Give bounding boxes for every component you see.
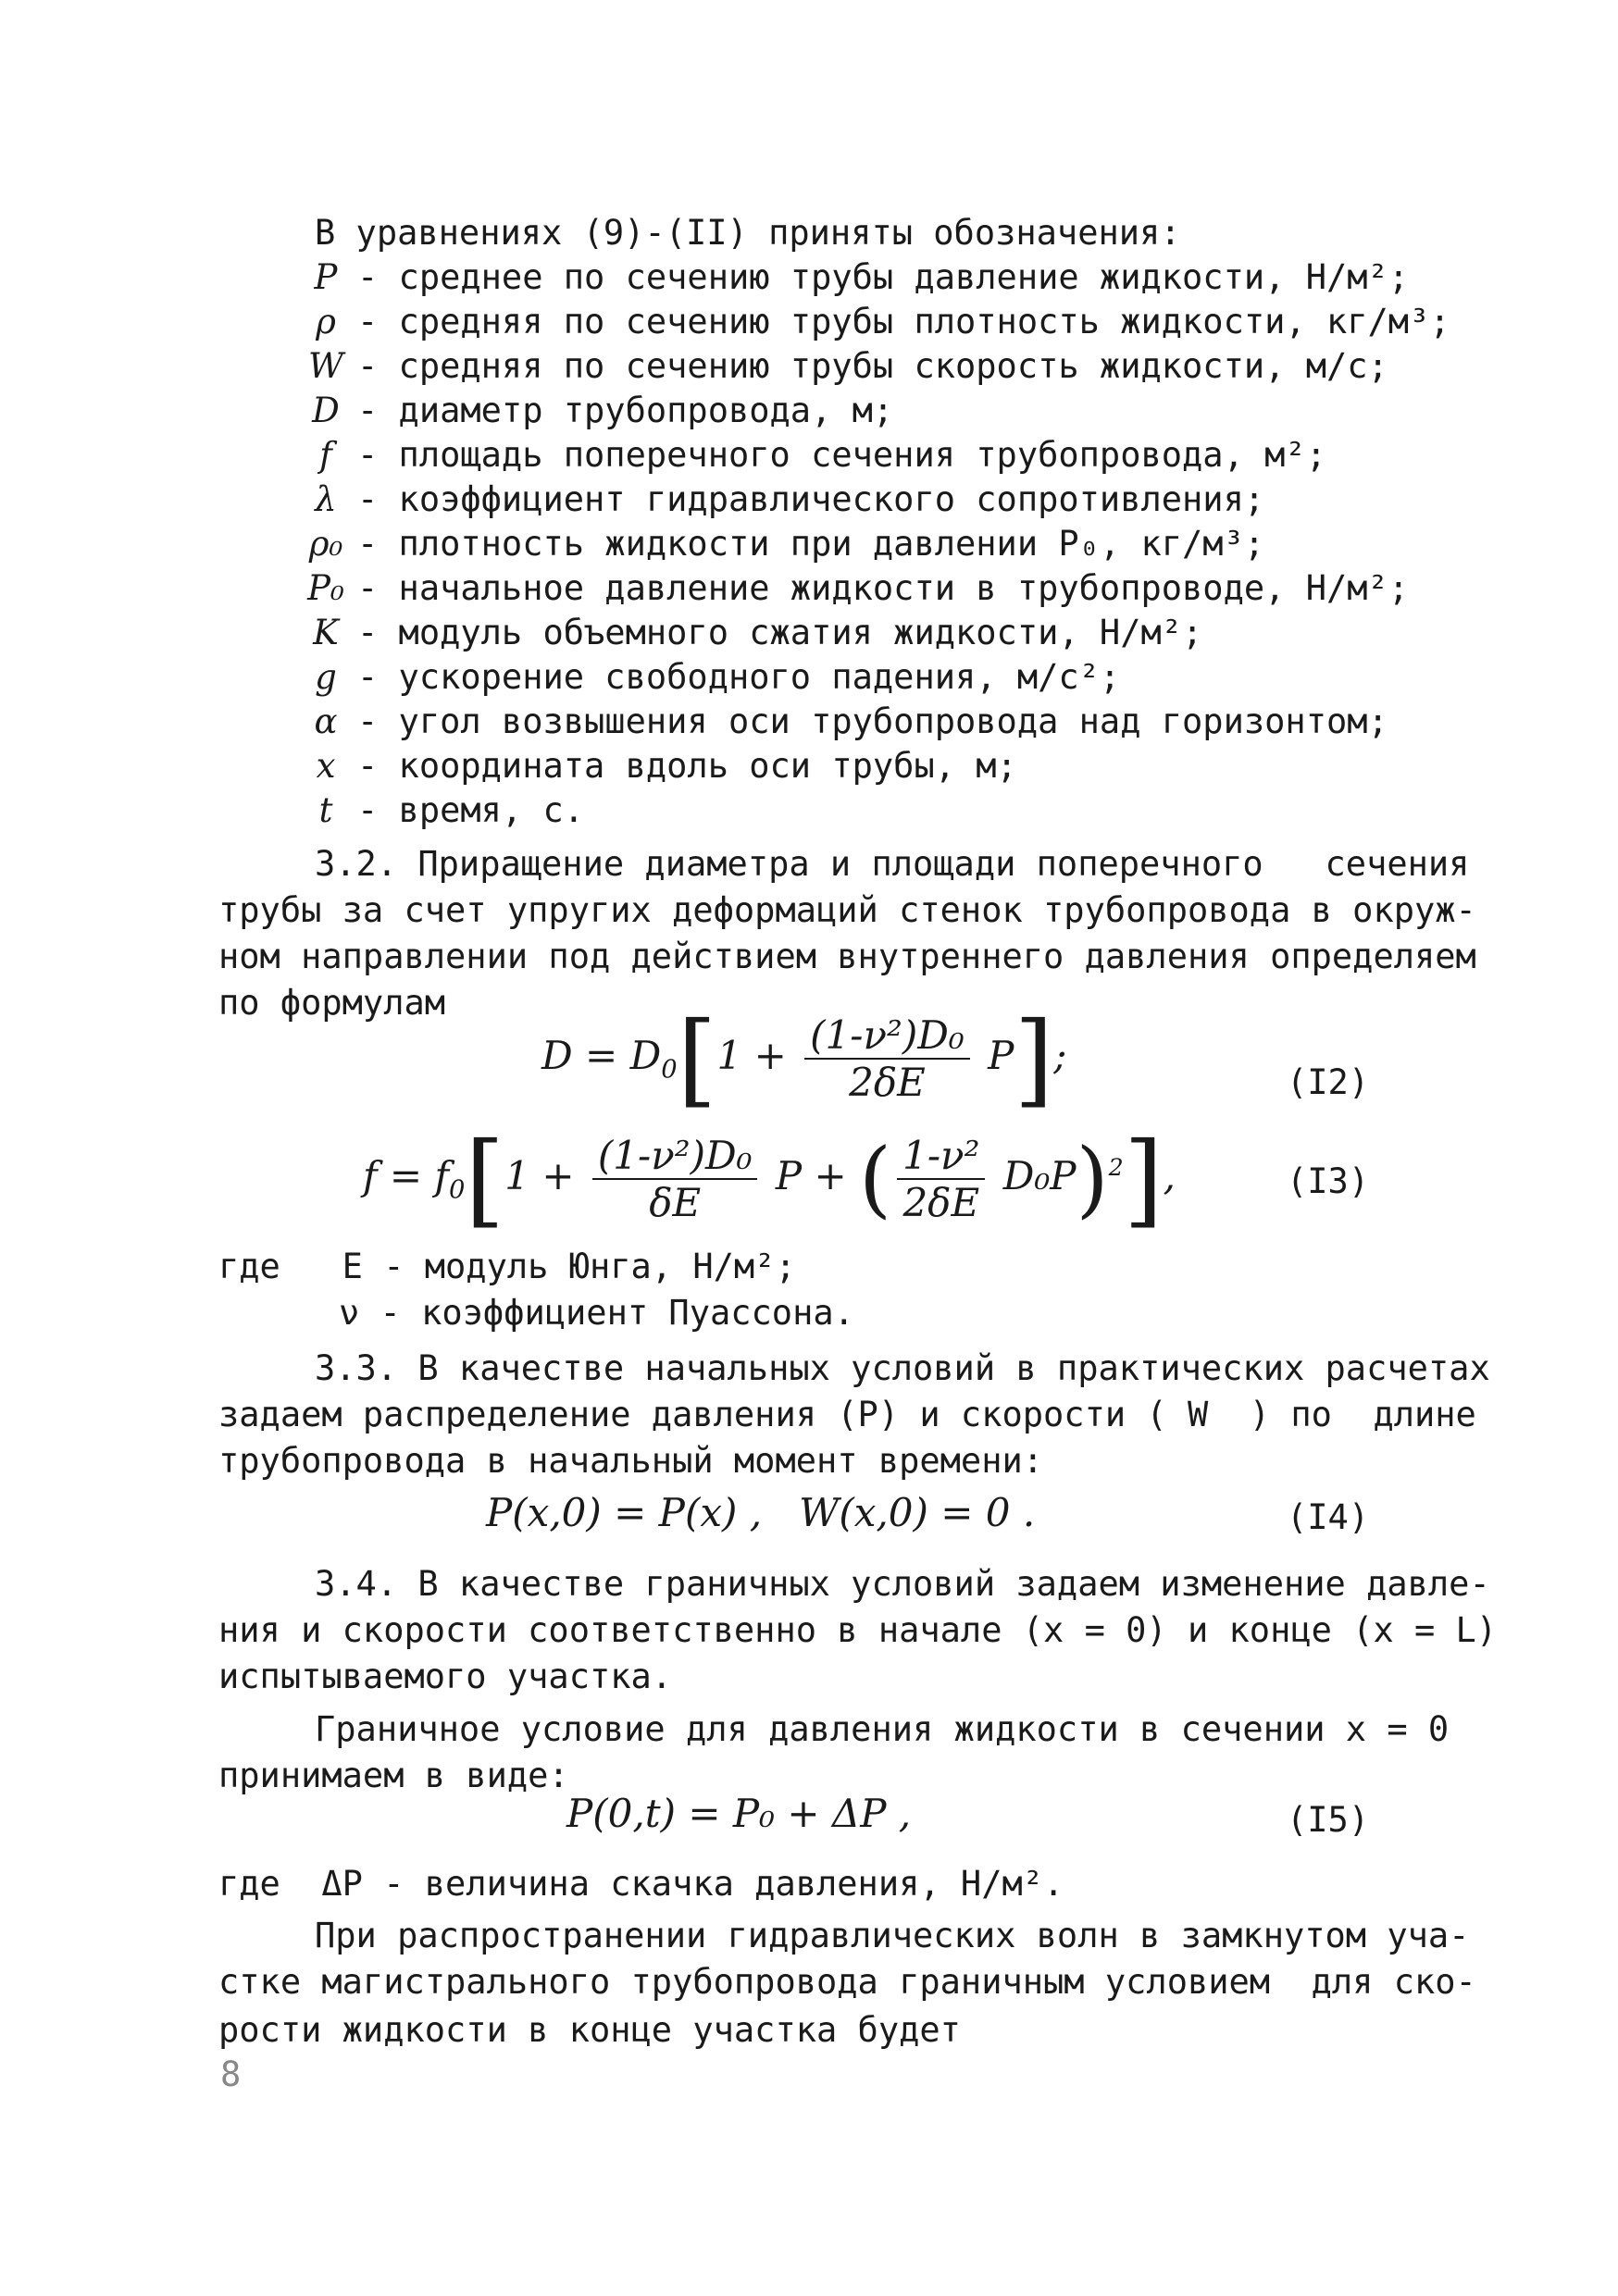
def-symbol: P [314,257,338,297]
formula-term: D₀P [990,1153,1077,1198]
def-item [294,300,1450,344]
formula-lhs: f = f [363,1153,449,1198]
paragraph-line: рости жидкости в конце участка будет [218,2010,961,2050]
def-item [294,655,1120,700]
fraction [592,1133,758,1225]
formula-13 [363,1120,1176,1238]
formula-term: P [975,1033,1014,1078]
def-item [294,433,1326,478]
paragraph-line: ном направлении под действием внутреннего давления определяем [218,937,1476,976]
def-item [294,255,1409,300]
paragraph-line: 3.2. Приращение диаметра и площади поперечного сечения [315,844,1470,884]
def-text: - модуль объемного сжатия жидкости, Н/м²; [357,613,1203,652]
paragraph-line: задаем распределение давления (P) и скорости ( W ) по длине [218,1395,1476,1434]
equation-number: (I3) [1287,1161,1370,1201]
def-text: - диаметр трубопровода, м; [357,391,894,430]
paragraph-line: При распространении гидравлических волн в замкнутом уча- [315,1916,1470,1955]
equation-number: (I4) [1287,1497,1370,1537]
paragraph-line: 3.3. В качестве начальных условий в практических расчетах [315,1348,1490,1388]
def-item [294,566,1409,611]
fraction-numerator: (1-ν²)D₀ [804,1012,970,1060]
def-symbol: K [313,613,339,652]
def-item [294,744,1017,788]
def-item [294,611,1202,655]
def-text: - ускорение свободного падения, м/с²; [357,657,1121,697]
def-item [294,700,1388,744]
paragraph-line: 3.4. В качестве граничных условий задаем изменение давле- [315,1564,1490,1604]
def-text: - коэффициент гидравлического сопротивления; [357,479,1265,519]
formula-punct: ; [1053,1033,1067,1078]
paren-close: ) [1076,1130,1109,1228]
intro-line: В уравнениях (9)-(II) приняты обозначения: [315,213,1181,253]
def-text: - площадь поперечного сечения трубопровода, м²; [357,435,1326,475]
bracket-close: ] [1014,999,1054,1118]
def-symbol: P₀ [307,568,344,608]
def-symbol: D [312,391,340,430]
paragraph-line: принимаем в виде: [218,1756,569,1795]
where-line: где E - модуль Юнга, Н/м²; [218,1247,796,1286]
def-text: - время, с. [357,790,585,830]
def-text: - координата вдоль оси трубы, м; [357,746,1017,786]
def-item [294,788,584,833]
bracket-open: [ [677,999,717,1118]
formula-subscript: 0 [448,1175,466,1205]
formula-term: P + [763,1153,859,1198]
fraction-denominator: δE [649,1180,702,1225]
def-symbol: f [319,435,332,475]
def-item [294,478,1264,522]
fraction-numerator: (1-ν²)D₀ [592,1133,758,1180]
def-text: - среднее по сечению трубы давление жидкости, Н/м²; [357,257,1410,297]
def-symbol: W [307,346,344,386]
formula-superscript: 2 [1108,1154,1124,1181]
def-symbol: x [316,746,336,786]
fraction [804,1012,970,1105]
def-symbol: t [318,790,333,830]
paragraph-line: ния и скорости соответственно в начале (x = 0) и конце (x = L) [218,1610,1498,1650]
def-symbol: λ [315,479,337,519]
formula-15: P(0,t) = P₀ + ΔP , [566,1791,912,1836]
fraction-denominator: 2δE [849,1060,926,1105]
formula-punct: , [1163,1153,1176,1198]
formula-subscript: 0 [661,1055,678,1085]
def-symbol: ρ [316,302,336,341]
formula-12 [541,999,1066,1118]
def-text: - средняя по сечению трубы скорость жидкости, м/с; [357,346,1388,386]
def-symbol: g [315,657,337,697]
paragraph-line: трубопровода в начальный момент времени: [218,1441,1044,1481]
paragraph-line: стке магистрального трубопровода граничным условием для ско- [218,1962,1476,2002]
formula-term: 1 + [504,1153,587,1198]
def-item [294,344,1388,389]
paragraph-line: по формулам [218,983,446,1023]
paren-open: ( [859,1130,892,1228]
paragraph-line: испытываемого участка. [218,1657,673,1696]
fraction [897,1133,985,1225]
paragraph-line: Граничное условие для давления жидкости в сечении x = 0 [315,1709,1450,1749]
where-line: где ΔP - величина скачка давления, Н/м². [218,1864,1064,1904]
def-item [294,389,893,433]
def-text: - средняя по сечению трубы плотность жидкости, кг/м³; [357,302,1450,341]
bracket-close: ] [1123,1120,1164,1238]
def-symbol: ρ₀ [308,524,343,564]
fraction-numerator: 1-ν² [897,1133,985,1180]
formula-lhs: D = D [541,1033,662,1078]
def-symbol: α [314,701,338,741]
def-text: - угол возвышения оси трубопровода над горизонтом; [357,701,1388,741]
where-line: ν - коэффициент Пуассона. [339,1293,854,1333]
equation-number: (I2) [1287,1062,1370,1102]
fraction-denominator: 2δE [902,1180,980,1225]
formula-14: P(x,0) = P(x) , W(x,0) = 0 . [486,1490,1036,1535]
bracket-open: [ [465,1120,505,1238]
equation-number: (I5) [1287,1800,1370,1840]
def-text: - плотность жидкости при давлении P₀, кг/м³; [357,524,1265,564]
def-item [294,522,1264,566]
page-number: 8 [220,2054,242,2094]
paragraph-line: трубы за счет упругих деформаций стенок трубопровода в окруж- [218,890,1476,930]
def-text: - начальное давление жидкости в трубопроводе, Н/м²; [357,568,1410,608]
formula-term: 1 + [716,1033,800,1078]
